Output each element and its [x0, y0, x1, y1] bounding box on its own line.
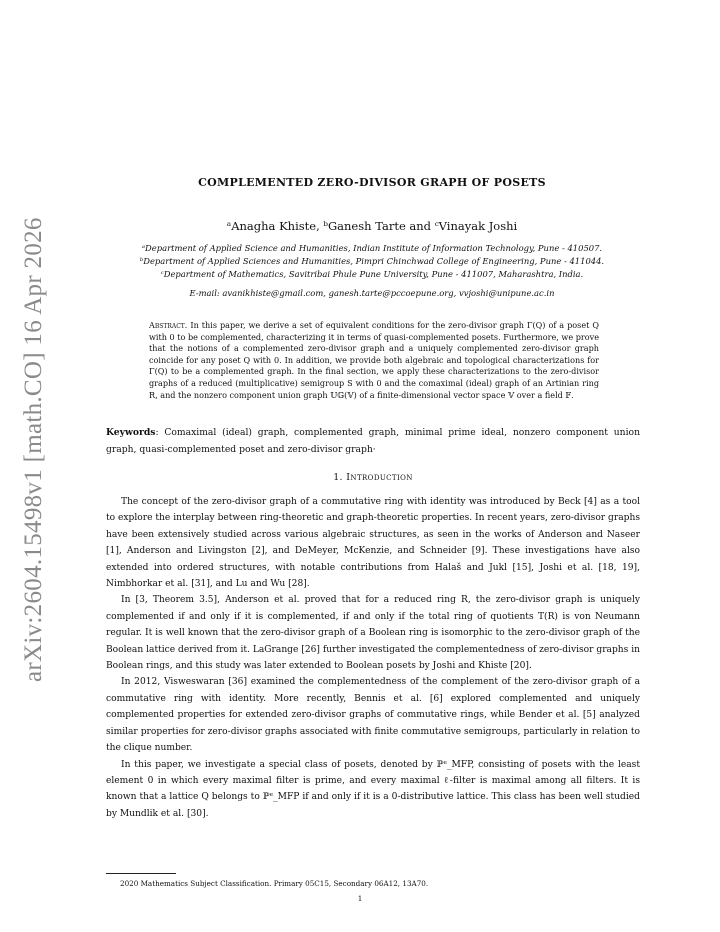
paragraph: In this paper, we investigate a special class of posets, denoted by ℙᵉ_MFP, consisting of posets with the least element 0 in which every maximal filter is prime, and every maximal ℓ-filter is maximal among all filters. It is known that a lattice Q belongs to ℙᵉ_MFP if and only if it is a 0-distributive lattice. This class has been well studied by Mundlik et al. [30]. [106, 759, 640, 819]
affiliation-a: ᵃDepartment of Applied Science and Humanities, Indian Institute of Information Technology, Pune - 410507. [141, 243, 603, 253]
keywords [106, 424, 640, 458]
author-emails: E-mail: avanikhiste@gmail.com, ganesh.tarte@pccoepune.org, vvjoshi@unipune.ac.in [189, 288, 555, 298]
abstract-label: Abstract. [149, 320, 188, 330]
footnote-msc: 2020 Mathematics Subject Classification. Primary 05C15, Secondary 06A12, 13A70. [120, 879, 429, 888]
paragraph: The concept of the zero-divisor graph of a commutative ring with identity was introduced by Beck [4] as a tool to explore the interplay between ring-theoretic and graph-theoretic properties. In recent years, zero-divisor graphs have been extensively studied across various algebraic structures, as seen in the works of Anderson and Naseer [1], Anderson and Livingston [2], and DeMeyer, McKenzie, and Schneider [9]. These investigations have also extended into ordered structures, with notable contributions from Halaš and Jukl [15], Joshi et al. [18, 19], Nimbhorkar et al. [31], and Lu and Wu [28]. [106, 497, 640, 590]
keywords-text: : Comaximal (ideal) graph, complemented graph, minimal prime ideal, nonzero component union graph, quasi-complemented poset and zero-divisor graph· [106, 427, 640, 455]
affiliation-b: ᵇDepartment of Applied Sciences and Humanities, Pimpri Chinchwad College of Engineering, Pune - 411044. [139, 256, 605, 266]
author-list: ᵃAnagha Khiste, ᵇGanesh Tarte and ᶜVinayak Joshi [226, 219, 518, 233]
keywords-label: Keywords [106, 427, 156, 438]
section-heading-introduction: 1. Introduction [333, 472, 413, 483]
arxiv-sidebar-identifier: arXiv:2604.15498v1 [math.CO] 16 Apr 2026 [20, 217, 47, 682]
page-number: 1 [357, 894, 363, 903]
paper-title: COMPLEMENTED ZERO-DIVISOR GRAPH OF POSETS [198, 176, 546, 189]
introduction-body [106, 494, 640, 822]
footnote-divider [106, 873, 176, 874]
abstract-text: In this paper, we derive a set of equivalent conditions for the zero-divisor graph Γ(Q) of a poset Q with 0 to be complemented, characterizing it in terms of quasi-complemented posets. Furthermore, we prove that the notions of a complemented zero-divisor graph and a uniquely complemented zero-divisor graph coincide for any poset Q with 0. In addition, we provide both algebraic and topological characterizations for Γ(Q) to be a complemented graph. In the final section, we apply these characterizations to the zero-divisor graphs of a reduced (multiplicative) semigroup S with 0 and the comaximal (ideal) graph of an Artinian ring R, and the nonzero component union graph 𝕌𝔾(𝕍) of a finite-dimensional vector space 𝕍 over a field 𝔽. [149, 320, 599, 400]
paragraph: In 2012, Visweswaran [36] examined the complementedness of the complement of the zero-divisor graph of a commutative ring with identity. More recently, Bennis et al. [6] explored complemented and uniquely complemented properties for extended zero-divisor graphs of commutative rings, while Bender et al. [5] analyzed similar properties for zero-divisor graphs associated with finite commutative semigroups, particularly in relation to the clique number. [106, 677, 640, 754]
abstract [149, 320, 599, 401]
affiliation-c: ᶜDepartment of Mathematics, Savitribai Phule Pune University, Pune - 411007, Maharashtra, India. [160, 269, 584, 279]
paragraph: In [3, Theorem 3.5], Anderson et al. proved that for a reduced ring R, the zero-divisor graph is uniquely complemented if and only if it is complemented, if and only if the total ring of quotients T(R) is von Neumann regular. It is well known that the zero-divisor graph of a Boolean ring is isomorphic to the zero-divisor graph of the Boolean lattice derived from it. LaGrange [26] further investigated the complementedness of zero-divisor graphs in Boolean rings, and this study was later extended to Boolean posets by Joshi and Khiste [20]. [106, 595, 640, 672]
